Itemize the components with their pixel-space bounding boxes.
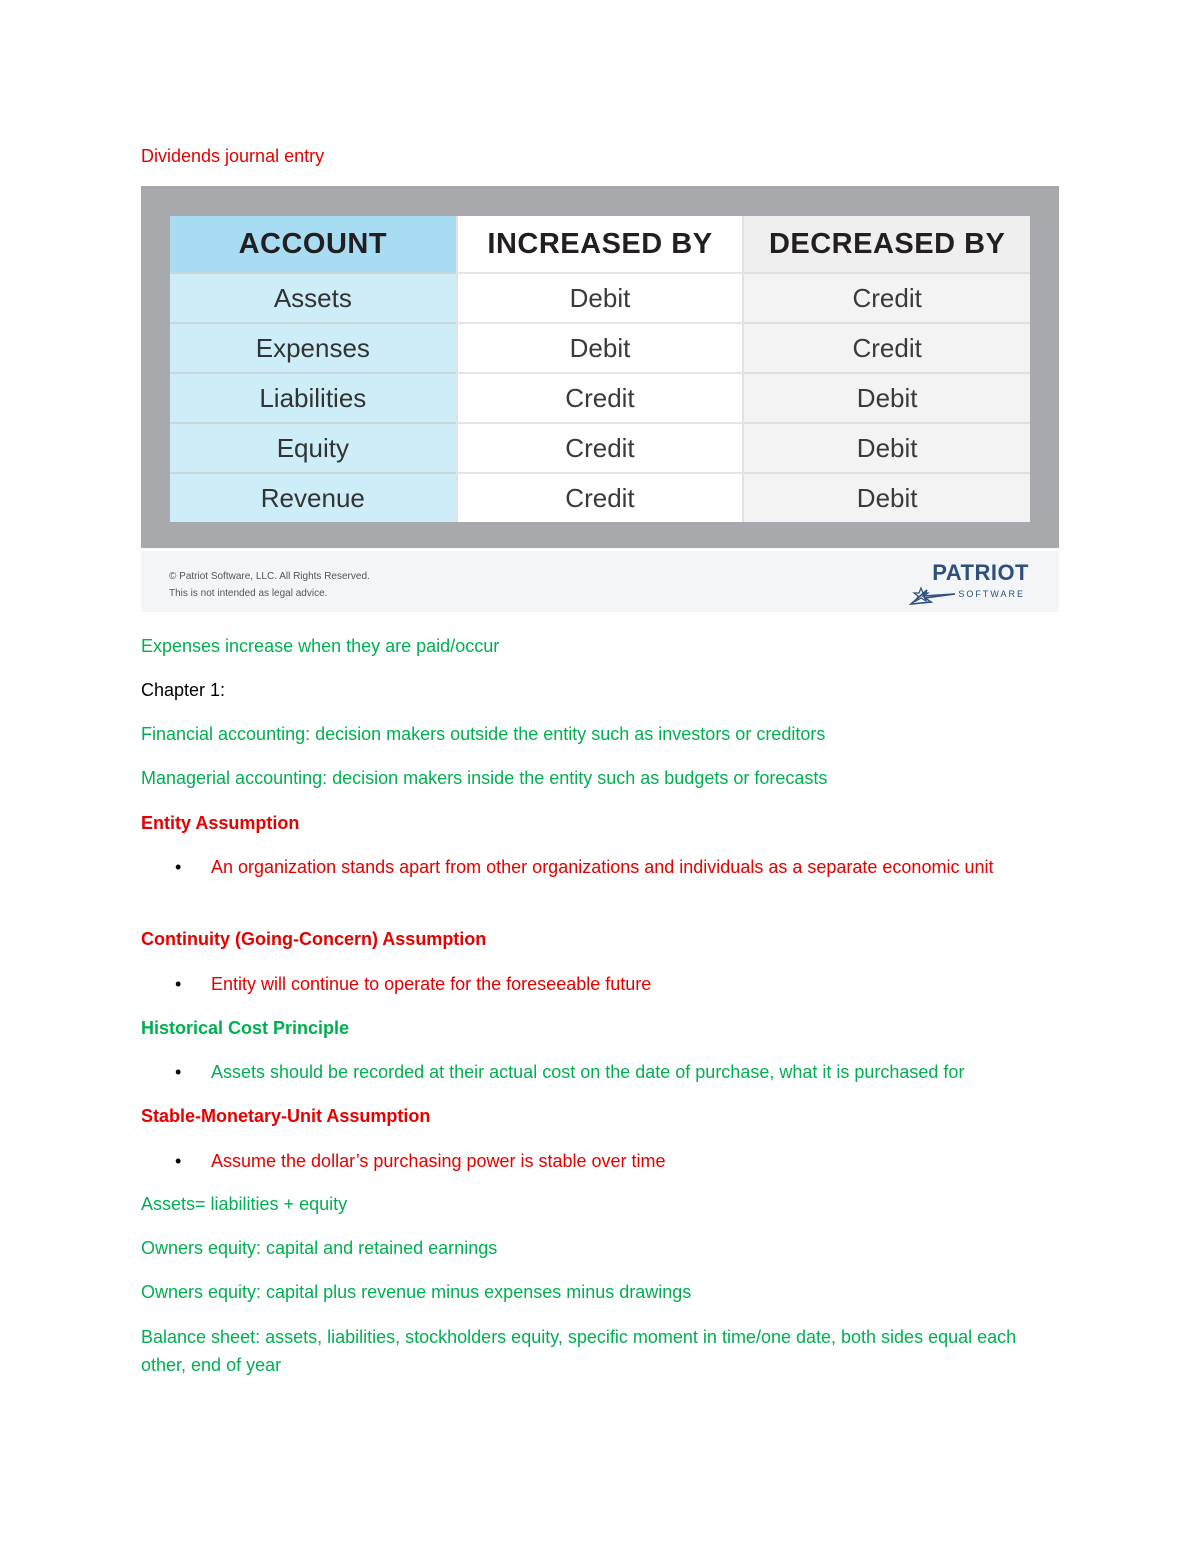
accounting-equation: Assets= liabilities + equity (141, 1194, 348, 1214)
copyright-line-2: This is not intended as legal advice. (169, 588, 328, 599)
cell-account: Equity (170, 423, 457, 473)
copyright-text (169, 568, 370, 602)
header-increased-by: INCREASED BY (457, 216, 744, 273)
balance-sheet-note: Balance sheet: assets, liabilities, stockholders equity, specific moment in time/one date, both sides equal each other, end of year (141, 1327, 1017, 1375)
expenses-note: Expenses increase when they are paid/occur (141, 636, 500, 656)
owners-equity-note-2: Owners equity: capital plus revenue minus expenses minus drawings (141, 1282, 692, 1302)
cell-account: Revenue (170, 473, 457, 522)
table-row (170, 323, 1030, 373)
table-row (170, 423, 1030, 473)
cell-decreased: Credit (743, 323, 1030, 373)
header-decreased-by: DECREASED BY (743, 216, 1030, 273)
debit-credit-table (170, 216, 1030, 522)
table-header-row (170, 216, 1030, 273)
chapter-heading: Chapter 1: (141, 680, 226, 700)
entity-assumption-title: Entity Assumption (141, 813, 300, 833)
cell-decreased: Debit (743, 473, 1030, 522)
table-row (170, 373, 1030, 423)
cell-decreased: Debit (743, 423, 1030, 473)
logo-sub: SOFTWARE (958, 589, 1025, 599)
bullet-icon: • (175, 974, 182, 994)
cell-increased: Credit (457, 373, 744, 423)
financial-accounting-note: Financial accounting: decision makers outside the entity such as investors or creditors (141, 724, 826, 744)
header-account: ACCOUNT (170, 216, 457, 273)
cell-increased: Debit (457, 273, 744, 323)
table-row (170, 273, 1030, 323)
list-item (141, 970, 1061, 998)
cell-decreased: Credit (743, 273, 1030, 323)
cell-decreased: Debit (743, 373, 1030, 423)
list-item (141, 1147, 1061, 1175)
entity-assumption-bullet: An organization stands apart from other organizations and individuals as a separate economic unit (211, 857, 994, 877)
list-item (141, 1058, 1061, 1086)
cell-account: Liabilities (170, 373, 457, 423)
debit-credit-figure (141, 186, 1059, 612)
figure-footer (141, 548, 1059, 612)
stable-monetary-title: Stable-Monetary-Unit Assumption (141, 1106, 431, 1126)
cell-account: Assets (170, 273, 457, 323)
star-swoosh-icon (909, 584, 957, 606)
list-item (141, 853, 1061, 909)
historical-cost-bullet: Assets should be recorded at their actual cost on the date of purchase, what it is purchased for (211, 1062, 965, 1082)
cell-increased: Credit (457, 423, 744, 473)
copyright-line-1: © Patriot Software, LLC. All Rights Reserved. (169, 571, 370, 582)
cell-increased: Credit (457, 473, 744, 522)
stable-monetary-bullet: Assume the dollar’s purchasing power is stable over time (211, 1151, 666, 1171)
bullet-icon: • (175, 1062, 182, 1082)
cell-account: Expenses (170, 323, 457, 373)
historical-cost-title: Historical Cost Principle (141, 1018, 350, 1038)
continuity-assumption-title: Continuity (Going-Concern) Assumption (141, 929, 487, 949)
logo-word: PATRIOT (932, 560, 1029, 585)
bullet-icon: • (175, 1151, 182, 1171)
table-row (170, 473, 1030, 522)
managerial-accounting-note: Managerial accounting: decision makers inside the entity such as budgets or forecasts (141, 768, 828, 788)
bullet-icon: • (175, 857, 182, 877)
continuity-assumption-bullet: Entity will continue to operate for the foreseeable future (211, 974, 652, 994)
heading-dividends: Dividends journal entry (141, 146, 325, 166)
patriot-software-logo (909, 560, 1029, 606)
cell-increased: Debit (457, 323, 744, 373)
owners-equity-note-1: Owners equity: capital and retained earnings (141, 1238, 498, 1258)
